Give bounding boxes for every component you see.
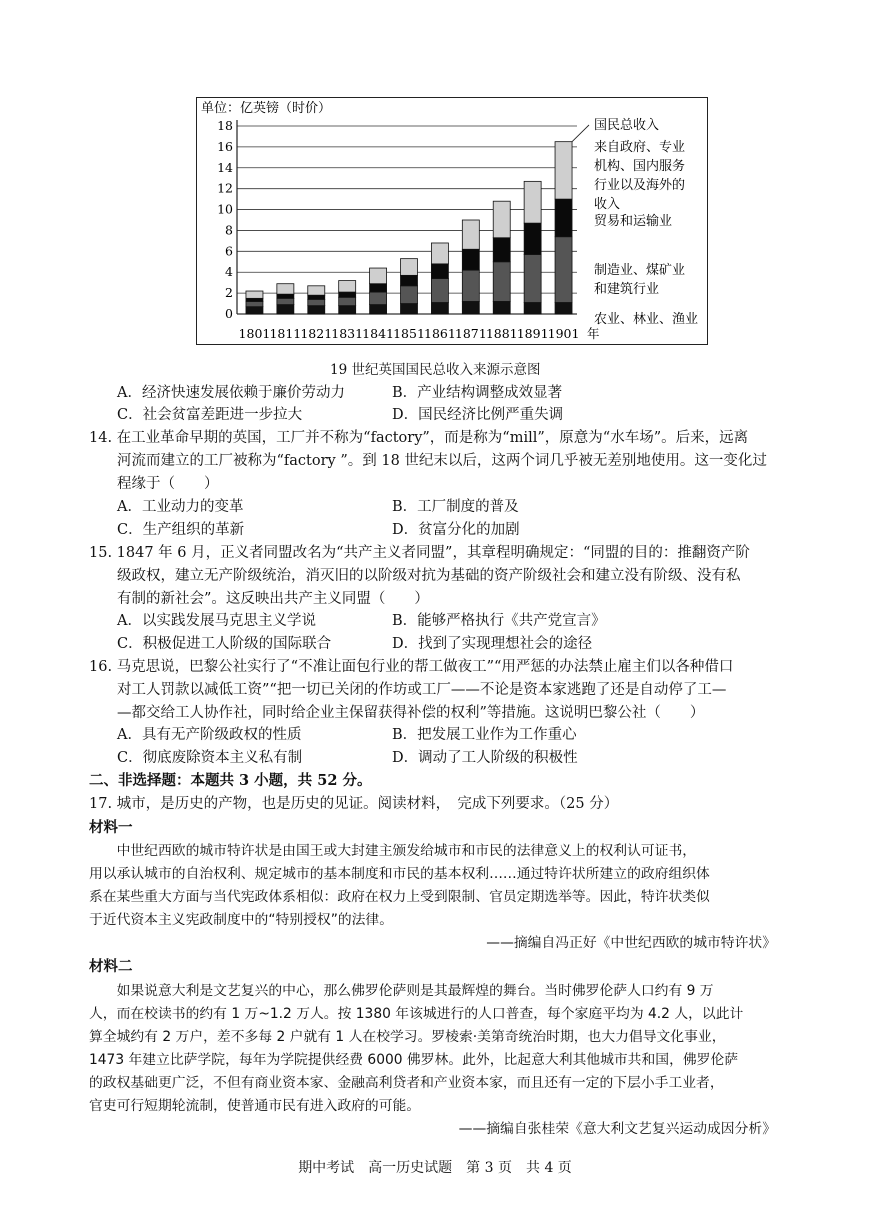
bar-segment-1871-2: [462, 249, 479, 270]
bar-segment-1841-1: [370, 292, 387, 305]
bar-segment-1901-1: [555, 237, 572, 303]
bar-segment-1821-3: [308, 286, 325, 295]
bar-segment-1881-1: [493, 262, 510, 302]
bar-segment-1841-3: [370, 268, 387, 284]
x-tick-label: 1821: [300, 326, 333, 341]
material1-line-4: 于近代资本主义宪政制度中的“特别授权”的法律。: [89, 912, 394, 928]
x-tick-label: 1871: [454, 326, 487, 341]
bar-segment-1801-2: [246, 298, 263, 301]
q16-option-d[interactable]: D．调动了工人阶级的积极性: [392, 750, 578, 766]
legend-gov-line: 机构、国内服务: [594, 159, 686, 174]
bar-segment-1861-0: [431, 303, 448, 314]
material1-line-3: 系在某些重大方面与当代宪政体系相似：政府在权力上受到限制、官员定期选举等。因此，特许状类似: [89, 889, 710, 905]
bar-segment-1851-3: [401, 259, 418, 276]
legend-total: 国民总收入: [594, 118, 660, 133]
bar-segment-1871-1: [462, 270, 479, 301]
x-tick-label: 1891: [516, 326, 549, 341]
material1-title: 材料一: [89, 819, 133, 836]
q15-option-d[interactable]: D．找到了实现理想社会的途径: [392, 636, 593, 652]
material2-line-4: 1473 年建立比萨学院，每年为学院提供经费 6000 佛罗林。此外，比起意大利其他城市共和国，佛罗伦萨: [89, 1052, 739, 1068]
q14-stem-line-2: 河流而建立的工厂被称为“factory ”。到 18 世纪末以后，这两个词几乎被无差别地使用。这一变化过: [117, 453, 767, 469]
x-tick-label: 1881: [485, 326, 518, 341]
q15-option-a[interactable]: A．以实践发展马克思主义学说: [117, 613, 316, 629]
bar-segment-1901-3: [555, 142, 572, 199]
bar-segment-1811-2: [277, 294, 294, 298]
legend-mfg-line: 和建筑行业: [594, 282, 660, 297]
section-heading: 二、非选择题：本题共 3 小题，共 52 分。: [89, 772, 372, 789]
q15-option-b[interactable]: B．能够严格执行《共产党宣言》: [392, 613, 606, 629]
bar-segment-1841-0: [370, 305, 387, 314]
legend-agri: 农业、林业、渔业: [594, 312, 699, 327]
legend-trade: 贸易和运输业: [594, 214, 673, 229]
chart-ylabel: 单位：亿英镑（时价）: [201, 101, 332, 116]
y-tick-label: 8: [225, 222, 233, 238]
q16-option-a[interactable]: A．具有无产阶级政权的性质: [117, 727, 302, 743]
income-chart-svg: [197, 98, 707, 344]
bar-segment-1801-1: [246, 301, 263, 306]
q16-option-c[interactable]: C．彻底废除资本主义私有制: [117, 750, 303, 766]
y-tick-label: 2: [225, 285, 233, 301]
bar-segment-1841-2: [370, 284, 387, 292]
material2-line-5: 的政权基础更广泛，不但有商业资本家、金融高利贷者和产业资本家，而且还有一定的下层小手工业者，: [89, 1075, 724, 1091]
y-tick-label: 6: [225, 243, 233, 259]
x-tick-label: 1841: [362, 326, 394, 341]
q13-option-d[interactable]: D．国民经济比例严重失调: [392, 407, 564, 423]
bar-segment-1851-0: [401, 304, 418, 314]
bar-segment-1821-2: [308, 295, 325, 299]
bar-segment-1871-3: [462, 220, 479, 249]
bar-segment-1821-0: [308, 306, 325, 314]
q13-option-c[interactable]: C．社会贫富差距进一步拉大: [117, 407, 303, 423]
chart-xlabel: 年: [587, 326, 600, 341]
y-tick-label: 12: [217, 180, 233, 196]
bar-segment-1881-3: [493, 201, 510, 238]
q14-option-a[interactable]: A．工业动力的变革: [117, 499, 244, 515]
q17-stem: 17. 城市，是历史的产物，也是历史的见证。阅读材料， 完成下列要求。（25 分）: [89, 796, 619, 812]
q15-stem-line-3: 有制的新社会”。这反映出共产主义同盟（ ）: [117, 591, 429, 607]
material2-title: 材料二: [89, 958, 133, 975]
material2-line-2: 人，而在校读书的约有 1 万~1.2 万人。按 1380 年该城进行的人口普查，每个家庭平均为 4.2 人，以此计: [89, 1006, 744, 1022]
q13-option-b[interactable]: B．产业结构调整成效显著: [392, 385, 563, 401]
legend-mfg-line: 制造业、煤矿业: [594, 263, 686, 278]
bar-segment-1831-1: [339, 297, 356, 305]
bar-segment-1901-2: [555, 199, 572, 237]
x-tick-label: 1831: [331, 326, 364, 341]
legend-gov-line: 来自政府、专业: [594, 140, 686, 155]
x-tick-label: 1811: [269, 326, 302, 341]
bar-segment-1821-1: [308, 299, 325, 305]
bar-segment-1881-0: [493, 301, 510, 314]
q14-stem-line-3: 程缘于（ ）: [117, 476, 219, 492]
q16-stem-line-1: 16. 马克思说，巴黎公社实行了“不准让面包行业的帮工做夜工”“用严惩的办法禁止雇主们以各种借口: [89, 659, 734, 675]
x-tick-label: 1901: [547, 326, 580, 341]
bar-segment-1861-2: [431, 264, 448, 279]
material1-line-1: 中世纪西欧的城市特许状是由国王或大封建主颁发给城市和市民的法律意义上的权利认可证书，: [89, 843, 697, 859]
bar-segment-1891-3: [524, 181, 541, 223]
y-tick-label: 10: [217, 201, 233, 217]
q14-option-c[interactable]: C．生产组织的革新: [117, 522, 245, 538]
q14-stem-line-1: 14. 在工业革命早期的英国，工厂并不称为“factory”，而是称为“mill”，原意为“水车场”。后来，远离: [89, 430, 749, 446]
chart-title: 19 世纪英国国民总收入来源示意图: [330, 362, 541, 378]
material2-line-6: 官吏可行短期轮流制，使普通市民有进入政府的可能。: [89, 1098, 421, 1114]
bar-segment-1801-3: [246, 291, 263, 298]
bar-segment-1861-3: [431, 243, 448, 264]
income-chart: [196, 97, 708, 345]
bar-segment-1811-0: [277, 305, 294, 314]
bar-segment-1831-3: [339, 281, 356, 292]
q13-option-a[interactable]: A．经济快速发展依赖于廉价劳动力: [117, 385, 345, 401]
bar-segment-1851-2: [401, 275, 418, 285]
y-tick-label: 0: [225, 306, 233, 321]
x-tick-label: 1861: [424, 326, 456, 341]
bar-segment-1861-1: [431, 278, 448, 302]
bar-segment-1871-0: [462, 301, 479, 314]
q16-option-b[interactable]: B．把发展工业作为工作重心: [392, 727, 577, 743]
x-tick-label: 1851: [393, 326, 425, 341]
q16-stem-line-2: 对工人罚款以减低工资”“把一切已关闭的作坊或工厂——不论是资本家逃跑了还是自动停了工—: [117, 682, 727, 698]
bar-segment-1891-2: [524, 223, 541, 254]
material2-source: ——摘编自张桂荣《意大利文艺复兴运动成因分析》: [458, 1121, 776, 1137]
legend-gov-line: 行业以及海外的: [594, 178, 686, 193]
bar-segment-1811-3: [277, 284, 294, 294]
material2-line-1: 如果说意大利是文艺复兴的中心，那么佛罗伦萨则是其最辉煌的舞台。当时佛罗伦萨人口约有 9 万: [89, 983, 714, 999]
bar-segment-1901-0: [555, 303, 572, 314]
bar-segment-1851-1: [401, 286, 418, 304]
y-tick-label: 18: [217, 118, 233, 133]
bar-segment-1881-2: [493, 238, 510, 262]
q14-option-d[interactable]: D．贫富分化的加剧: [392, 522, 520, 538]
bar-segment-1891-0: [524, 303, 541, 314]
q15-stem-line-2: 级政权，建立无产阶级统治，消灭旧的以阶级对抗为基础的资产阶级社会和建立没有阶级、没有私: [117, 568, 741, 584]
material1-source: ——摘编自冯正好《中世纪西欧的城市特许状》: [486, 935, 776, 951]
bar-segment-1811-1: [277, 298, 294, 304]
y-tick-label: 14: [217, 159, 233, 175]
material2-line-3: 算全城约有 2 万户，差不多每 2 户就有 1 人在校学习。罗棱索·美第奇统治时期，也大力倡导文化事业，: [89, 1029, 726, 1045]
q14-option-b[interactable]: B．工厂制度的普及: [392, 499, 519, 515]
x-tick-label: 1801: [238, 326, 271, 341]
q16-stem-line-3: —都交给工人协作社，同时给企业主保留获得补偿的权利”等措施。这说明巴黎公社（ ）: [117, 705, 705, 721]
bar-segment-1801-0: [246, 307, 263, 314]
bar-segment-1891-1: [524, 254, 541, 302]
bar-segment-1831-2: [339, 292, 356, 297]
q15-option-c[interactable]: C．积极促进工人阶级的国际联合: [117, 636, 332, 652]
y-tick-label: 4: [225, 264, 233, 280]
material1-line-2: 用以承认城市的自治权利、规定城市的基本制度和市民的基本权利……通过特许状所建立的政府组织体: [89, 866, 710, 882]
legend-leader: [572, 125, 589, 142]
q15-stem-line-1: 15. 1847 年 6 月，正义者同盟改名为“共产主义者同盟”，其章程明确规定：“同盟的目的：推翻资产阶: [89, 545, 750, 561]
bar-segment-1831-0: [339, 306, 356, 314]
y-tick-label: 16: [217, 138, 233, 154]
page-footer: 期中考试 高一历史试题 第 3 页 共 4 页: [298, 1160, 572, 1176]
legend-gov-line: 收入: [594, 197, 621, 212]
